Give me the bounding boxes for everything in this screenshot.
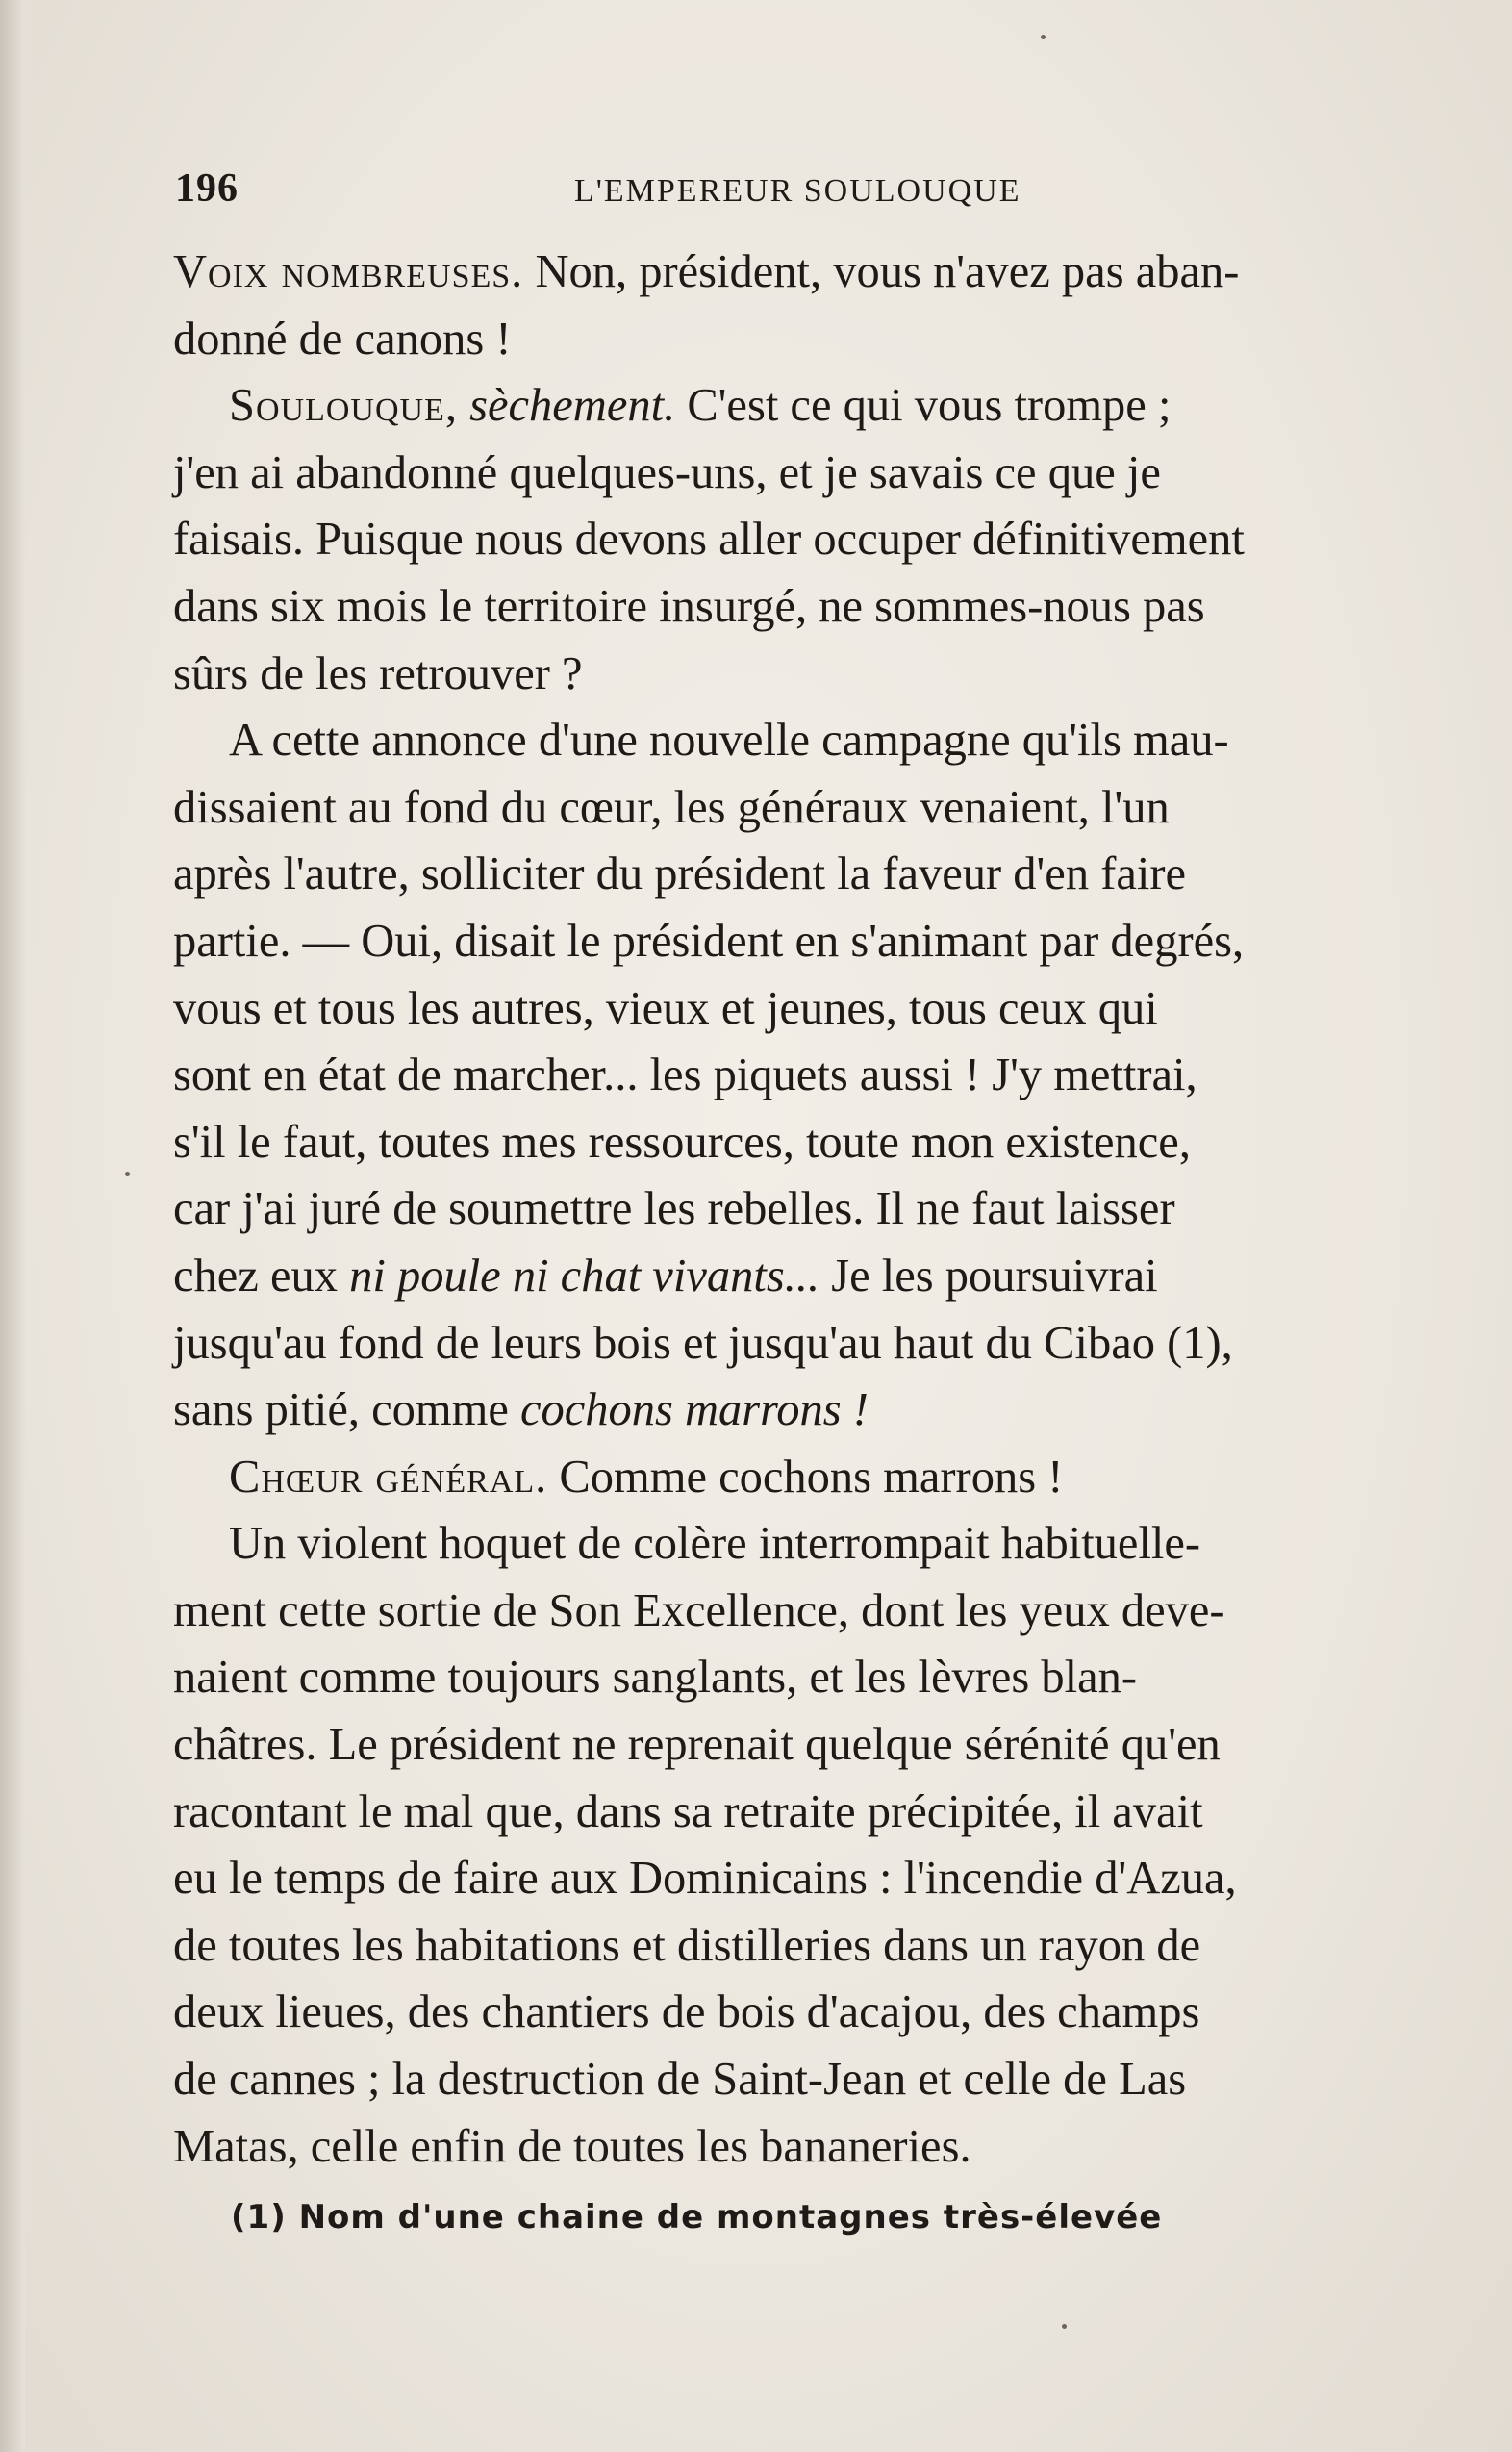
line-text: Comme cochons marrons ! — [559, 1451, 1064, 1503]
text-line-2 — [173, 306, 1462, 373]
running-title: L'EMPEREUR SOULOUQUE — [574, 173, 1021, 209]
line-text: vous et tous les autres, vieux et jeunes, tous ceux qui — [173, 982, 1158, 1034]
text-line-21 — [173, 1578, 1462, 1645]
line-text: A cette annonce d'une nouvelle campagne qu'ils mau- — [229, 715, 1229, 767]
line-text: naient comme toujours sanglants, et les lèvres blan- — [173, 1652, 1138, 1704]
stage-direction: sèchement. — [469, 380, 676, 432]
text-line-23 — [173, 1711, 1462, 1779]
text-line-16 — [173, 1243, 1462, 1310]
line-text: chez eux — [173, 1250, 338, 1302]
text-line-5 — [173, 506, 1462, 573]
text-line-11 — [173, 908, 1462, 975]
line-text: eu le temps de faire aux Dominicains : l'incendie d'Azua, — [173, 1853, 1237, 1905]
text-line-14 — [173, 1109, 1462, 1176]
line-text: de cannes ; la destruction de Saint-Jean et celle de Las — [173, 2054, 1187, 2106]
line-text: s'il le faut, toutes mes ressources, toute mon existence, — [173, 1116, 1191, 1168]
speaker-label: Chœur général. — [229, 1451, 548, 1503]
text-line-20 — [173, 1510, 1462, 1578]
body-text — [173, 239, 1462, 2180]
speaker-label: Soulouque, — [229, 380, 458, 432]
text-line-1 — [173, 239, 1462, 306]
footnote: (1) Nom d'une chaine de montagnes très-élevée — [231, 2198, 1163, 2237]
text-line-29 — [173, 2113, 1462, 2181]
text-line-25 — [173, 1845, 1462, 1912]
line-text: donné de canons ! — [173, 313, 512, 365]
text-line-7 — [173, 641, 1462, 708]
paper-speck — [1041, 35, 1046, 39]
speaker-label: Voix nombreuses. — [173, 246, 524, 297]
paper-speck — [1062, 2324, 1067, 2329]
text-line-9 — [173, 774, 1462, 842]
line-text: après l'autre, solliciter du président la faveur d'en faire — [173, 848, 1187, 900]
line-text: Un violent hoquet de colère interrompait habituelle- — [229, 1518, 1201, 1570]
text-line-4 — [173, 440, 1462, 507]
line-text: dissaient au fond du cœur, les généraux venaient, l'un — [173, 781, 1170, 833]
text-line-28 — [173, 2046, 1462, 2113]
line-text: ment cette sortie de Son Excellence, dont les yeux deve- — [173, 1584, 1225, 1636]
line-text: partie. — Oui, disait le président en s'animant par degrés, — [173, 915, 1245, 967]
text-line-26 — [173, 1912, 1462, 1980]
text-line-19 — [173, 1444, 1462, 1511]
line-text: de toutes les habitations et distilleries dans un rayon de — [173, 1919, 1201, 1971]
running-header — [175, 165, 1060, 223]
line-text: C'est ce qui vous trompe ; — [687, 380, 1172, 432]
text-line-3 — [173, 372, 1462, 440]
line-text: jusqu'au fond de leurs bois et jusqu'au haut du Cibao (1), — [173, 1317, 1233, 1369]
line-text: Je les poursuivrai — [831, 1250, 1158, 1302]
text-line-10 — [173, 841, 1462, 908]
line-text: Matas, celle enfin de toutes les bananeries. — [173, 2120, 971, 2172]
text-line-13 — [173, 1042, 1462, 1109]
line-text: racontant le mal que, dans sa retraite précipitée, il avait — [173, 1785, 1203, 1837]
line-text: j'en ai abandonné quelques-uns, et je savais ce que je — [173, 446, 1161, 498]
line-text: car j'ai juré de soumettre les rebelles. Il ne faut laisser — [173, 1183, 1175, 1235]
page-number: 196 — [175, 166, 239, 211]
text-line-27 — [173, 1979, 1462, 2046]
text-line-18 — [173, 1377, 1462, 1444]
line-text: sont en état de marcher... les piquets aussi ! J'y mettrai, — [173, 1049, 1197, 1101]
line-text: sûrs de les retrouver ? — [173, 647, 583, 699]
text-line-22 — [173, 1644, 1462, 1711]
line-text: faisais. Puisque nous devons aller occuper définitivement — [173, 514, 1245, 566]
italic-quote: cochons marrons ! — [519, 1384, 869, 1436]
line-text: châtres. Le président ne reprenait quelque sérénité qu'en — [173, 1719, 1221, 1771]
text-line-15 — [173, 1175, 1462, 1243]
line-text: sans pitié, comme — [173, 1384, 509, 1436]
page-gutter-shadow — [0, 0, 25, 2452]
text-line-8 — [173, 707, 1462, 774]
text-line-17 — [173, 1310, 1462, 1378]
paper-speck — [125, 1172, 130, 1176]
line-text: deux lieues, des chantiers de bois d'acajou, des champs — [173, 1986, 1200, 2038]
line-text: dans six mois le territoire insurgé, ne sommes-nous pas — [173, 580, 1205, 632]
text-line-6 — [173, 573, 1462, 641]
text-line-12 — [173, 975, 1462, 1043]
text-line-24 — [173, 1779, 1462, 1846]
italic-quote: ni poule ni chat vivants... — [349, 1250, 820, 1302]
line-text: Non, président, vous n'avez pas aban- — [535, 246, 1240, 297]
